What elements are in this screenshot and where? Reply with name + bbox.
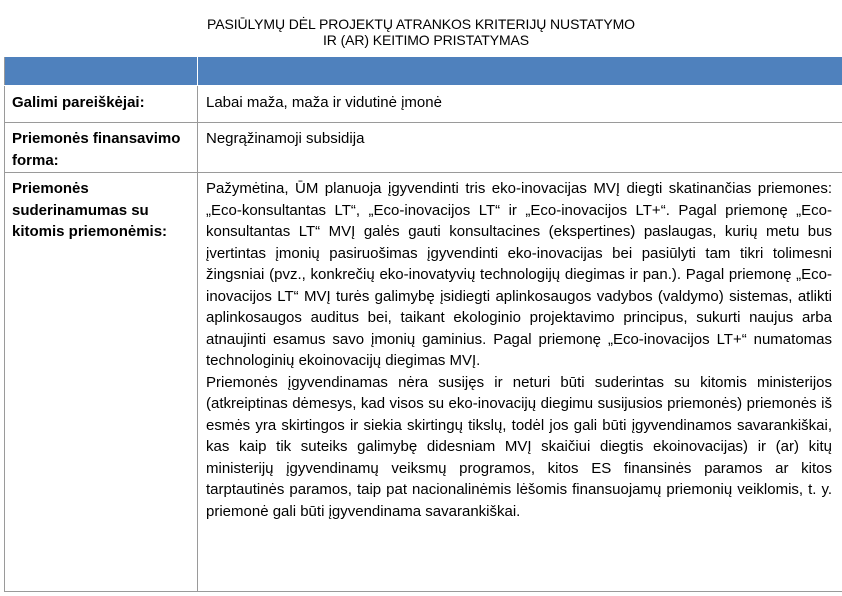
title-line-1: PASIŪLYMŲ DĖL PROJEKTŲ ATRANKOS KRITERIJŲ NUSTATYMO: [207, 16, 635, 32]
row-label-applicants: Galimi pareiškėjai:: [5, 86, 198, 123]
row-value-compatibility: [198, 173, 842, 592]
table-row: [5, 173, 842, 592]
compatibility-paragraph-2: Priemonės įgyvendinamas nėra susijęs ir neturi būti suderintas su kitomis ministerijos (atkreiptinas dėmesys, kad visos su eko-inovacijų diegimu susijusios priemonės) priemonės iš esmės yra skirtingos ir siekia skirtingų tikslų, todėl jos gali būti įgyvendinamos savarankiškai, kas kaip tik suteiks galimybę didesniam MVĮ skaičiui diegtis ekoinovacijas) ir (ar) kitų ministerijų įgyvendinamų veiksmų programos, kitos ES finansinės paramos ar kitos tarptautinės paramos, taip pat nacionalinėmis lėšomis finansuojamų priemonių veiklomis, t. y. priemonė gali būti įgyvendinama savarankiškai.: [206, 373, 832, 520]
row-value-applicants: Labai maža, maža ir vidutinė įmonė: [198, 86, 842, 123]
compatibility-paragraph-1: Pažymėtina, ŪM planuoja įgyvendinti tris eko-inovacijas MVĮ diegti skatinančias priemones: „Eco-konsultantas LT“, „Eco-inovacijos LT“ ir „Eco-inovacijos LT+“. Pagal priemonę „Eco-konsultantas LT“ MVĮ galės gauti konsultacines (ekspertines) paslaugas, kurių metu bus įvertintas įmonių pasiruošimas įgyvendinti eko-inovacijas bei pasiūlyti tam tikri tolimesni žingsniai (pvz., konkrečių eko-inovatyvių technologijų diegimas ir pan.). Pagal priemonę „Eco-inovacijos LT“ MVĮ turės galimybę įsidiegti aplinkosaugos vadybos (valdymo) sistemas, atlikti aplinkosaugos auditus bei, taikant ekologinio projektavimo principus, sukurti naujus arba atnaujinti esamus savo įmonių gaminius. Pagal priemonę „Eco-inovacijos LT+“ numatomas technologinių ekoinovacijų diegimas MVĮ.: [206, 180, 832, 369]
row-label-compatibility: Priemonės suderinamumas su kitomis priemonėmis:: [5, 173, 198, 592]
row-value-financing-form: Negrąžinamoji subsidija: [198, 123, 842, 173]
table-header-row: [5, 57, 842, 86]
page-title: [0, 16, 842, 48]
title-line-2: IR (AR) KEITIMO PRISTATYMAS: [322, 32, 529, 48]
header-cell-right: [198, 57, 842, 86]
table-row: [5, 123, 842, 173]
criteria-table: [4, 56, 842, 592]
table-row: [5, 86, 842, 123]
row-label-financing-form: Priemonės finansavimo forma:: [5, 123, 198, 173]
header-cell-left: [5, 57, 198, 86]
